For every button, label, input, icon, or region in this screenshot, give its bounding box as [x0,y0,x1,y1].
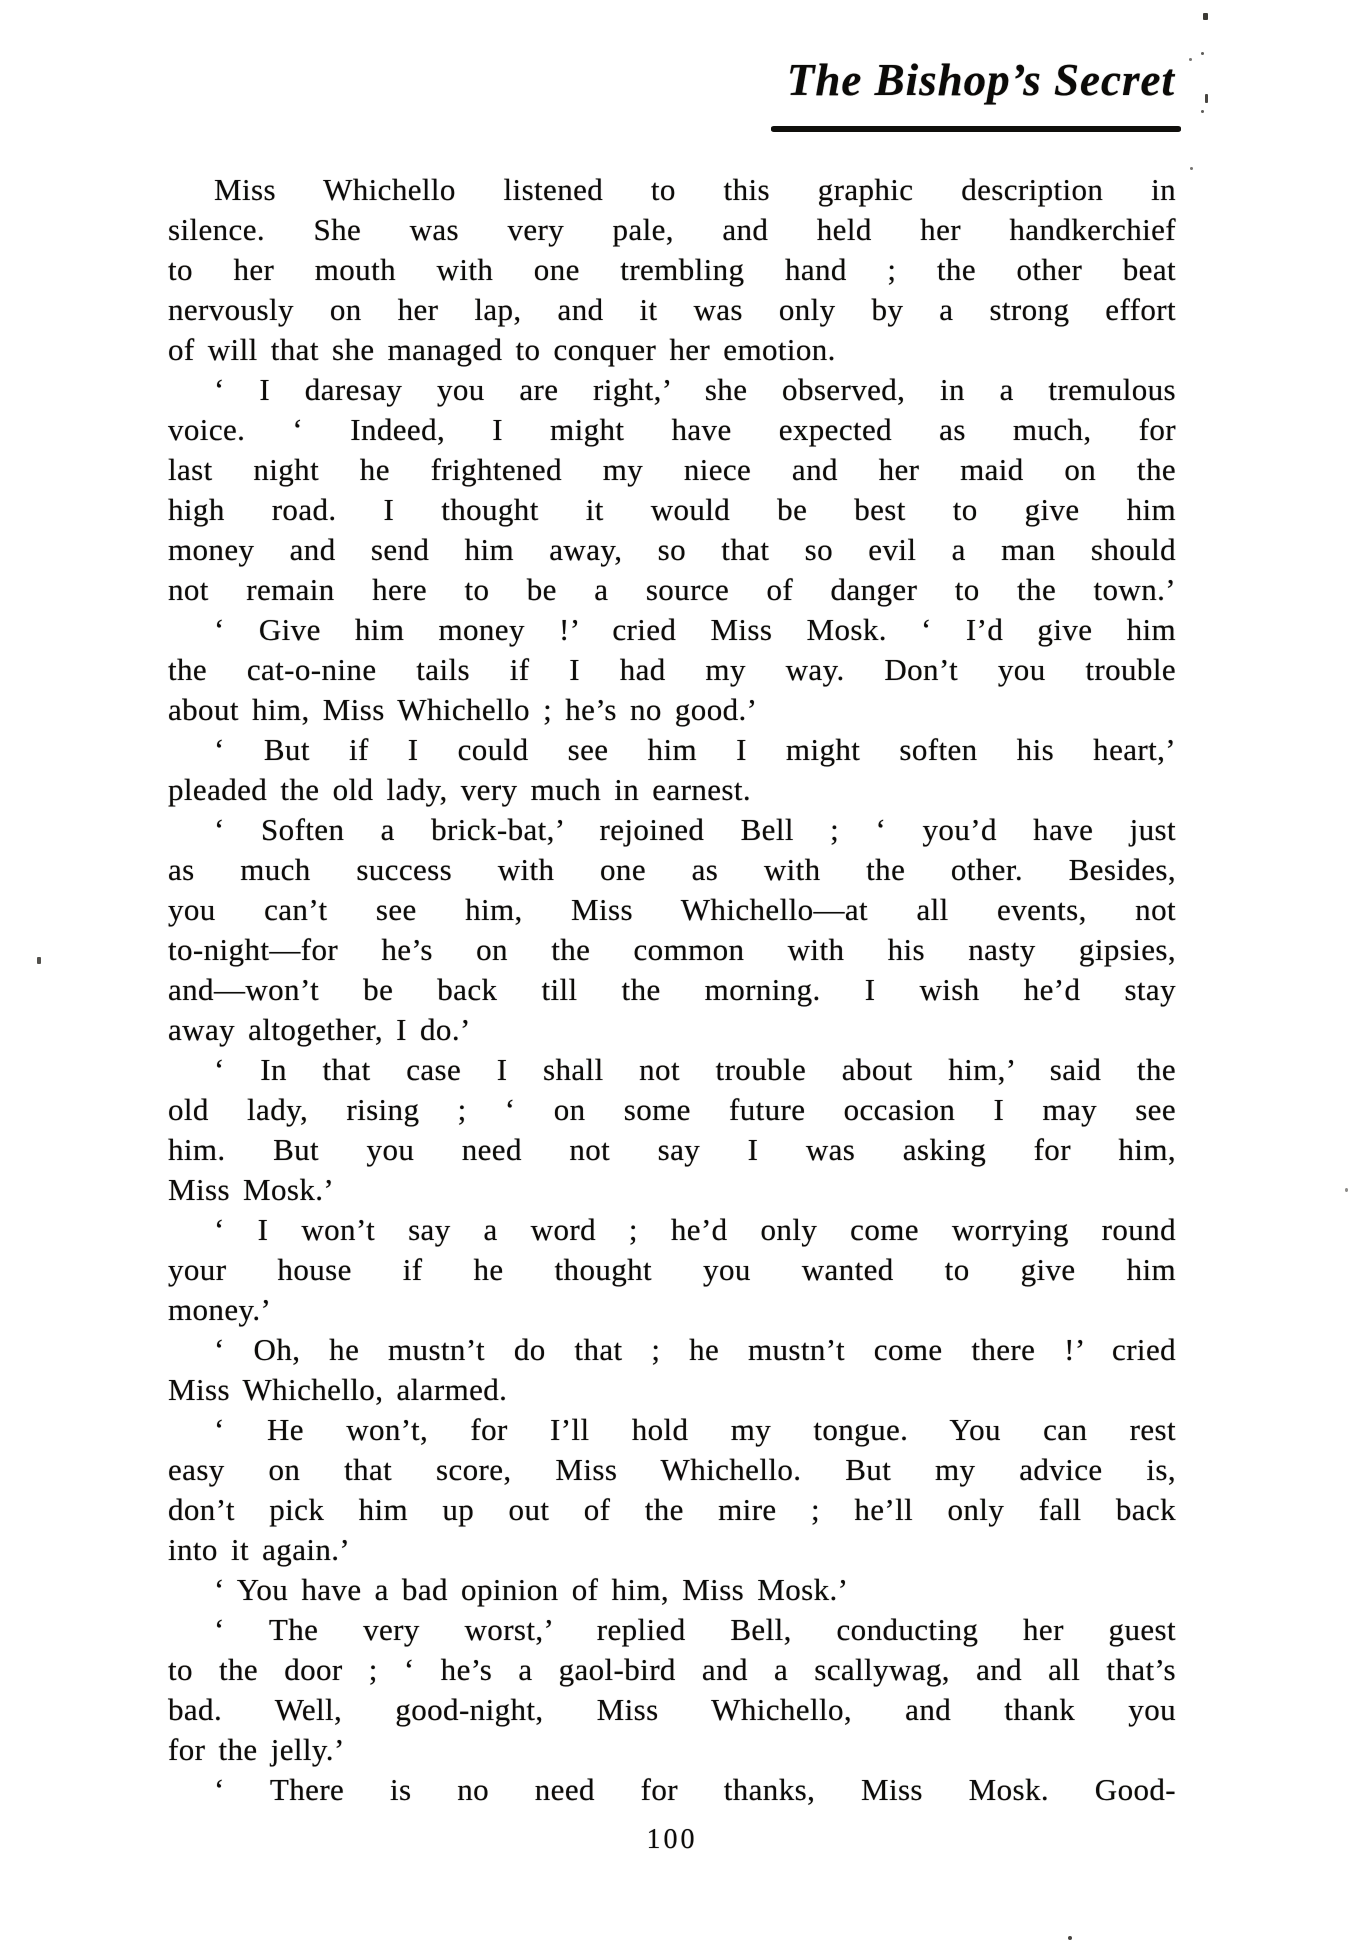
text-line: ‘ But if I could see him I might soften his heart,’ [214,732,1176,767]
text-line: your house if he thought you wanted to give him [168,1252,1176,1287]
text-line: to-night—for he’s on the common with his nasty gipsies, [168,932,1176,967]
text-line: into it again.’ [168,1532,351,1567]
paragraph [168,1330,1176,1410]
text-line: ‘ Soften a brick-bat,’ rejoined Bell ; ‘ you’d have just [214,812,1176,847]
text-line: ‘ In that case I shall not trouble about him,’ said the [214,1052,1176,1087]
paragraph [168,370,1176,610]
paragraph [168,1210,1176,1330]
text-line: away altogether, I do.’ [168,1012,471,1047]
text-line: ‘ Give him money !’ cried Miss Mosk. ‘ I’d give him [214,612,1176,647]
text-line: ‘ The very worst,’ replied Bell, conducting her guest [214,1612,1176,1647]
header-rule [771,126,1181,132]
text-line: ‘ I daresay you are right,’ she observed, in a tremulous [214,372,1176,407]
text-line: to her mouth with one trembling hand ; the other beat [168,252,1176,287]
text-line: money and send him away, so that so evil a man should [168,532,1176,567]
paragraph [168,730,1176,810]
text-line: as much success with one as with the other. Besides, [168,852,1176,887]
text-line: the cat-o-nine tails if I had my way. Don’t you trouble [168,652,1176,687]
scan-speck [1205,94,1208,103]
text-line: ‘ Oh, he mustn’t do that ; he mustn’t come there !’ cried [214,1332,1176,1367]
paragraph [168,810,1176,1050]
text-line: Miss Mosk.’ [168,1172,335,1207]
body-text [168,170,1176,1810]
text-line: about him, Miss Whichello ; he’s no good.’ [168,692,758,727]
text-line: high road. I thought it would be best to give him [168,492,1176,527]
scan-speck [1201,110,1204,113]
text-line: bad. Well, good-night, Miss Whichello, and thank you [168,1692,1176,1727]
text-line: ‘ He won’t, for I’ll hold my tongue. You can rest [214,1412,1176,1447]
scan-speck [1068,1936,1072,1940]
text-line: old lady, rising ; ‘ on some future occasion I may see [168,1092,1176,1127]
text-line: him. But you need not say I was asking for him, [168,1132,1176,1167]
scan-speck [1190,167,1193,170]
page-number: 100 [646,1824,698,1855]
paragraph [168,610,1176,730]
text-line: silence. She was very pale, and held her handkerchief [168,212,1176,247]
text-line: money.’ [168,1292,272,1327]
running-header-title: The Bishop’s Secret [786,55,1175,105]
text-line: of will that she managed to conquer her emotion. [168,332,836,367]
paragraph [168,1610,1176,1770]
text-line: nervously on her lap, and it was only by a strong effort [168,292,1176,327]
scan-speck [1345,1188,1348,1192]
paragraph [168,170,1176,370]
scan-speck [1189,58,1192,61]
scan-speck [1201,52,1204,55]
paragraph [168,1770,1176,1810]
paragraph [168,1410,1176,1570]
scan-speck [37,957,41,964]
paragraph [168,1570,1176,1610]
text-line: voice. ‘ Indeed, I might have expected as much, for [168,412,1176,447]
text-line: not remain here to be a source of danger to the town.’ [168,572,1176,607]
text-line: to the door ; ‘ he’s a gaol-bird and a scallywag, and all that’s [168,1652,1176,1687]
text-line: last night he frightened my niece and her maid on the [168,452,1176,487]
text-line: pleaded the old lady, very much in earnest. [168,772,752,807]
text-line: easy on that score, Miss Whichello. But my advice is, [168,1452,1176,1487]
scan-speck [1203,13,1208,20]
text-line: ‘ You have a bad opinion of him, Miss Mosk.’ [214,1572,849,1607]
text-line: and—won’t be back till the morning. I wish he’d stay [168,972,1176,1007]
paragraph [168,1050,1176,1210]
text-line: Miss Whichello listened to this graphic description in [214,172,1176,207]
text-line: for the jelly.’ [168,1732,345,1767]
text-line: Miss Whichello, alarmed. [168,1372,508,1407]
text-line: don’t pick him up out of the mire ; he’ll only fall back [168,1492,1176,1527]
text-line: you can’t see him, Miss Whichello—at all events, not [168,892,1176,927]
text-line: ‘ There is no need for thanks, Miss Mosk. Good- [214,1772,1176,1807]
text-line: ‘ I won’t say a word ; he’d only come worrying round [214,1212,1176,1247]
